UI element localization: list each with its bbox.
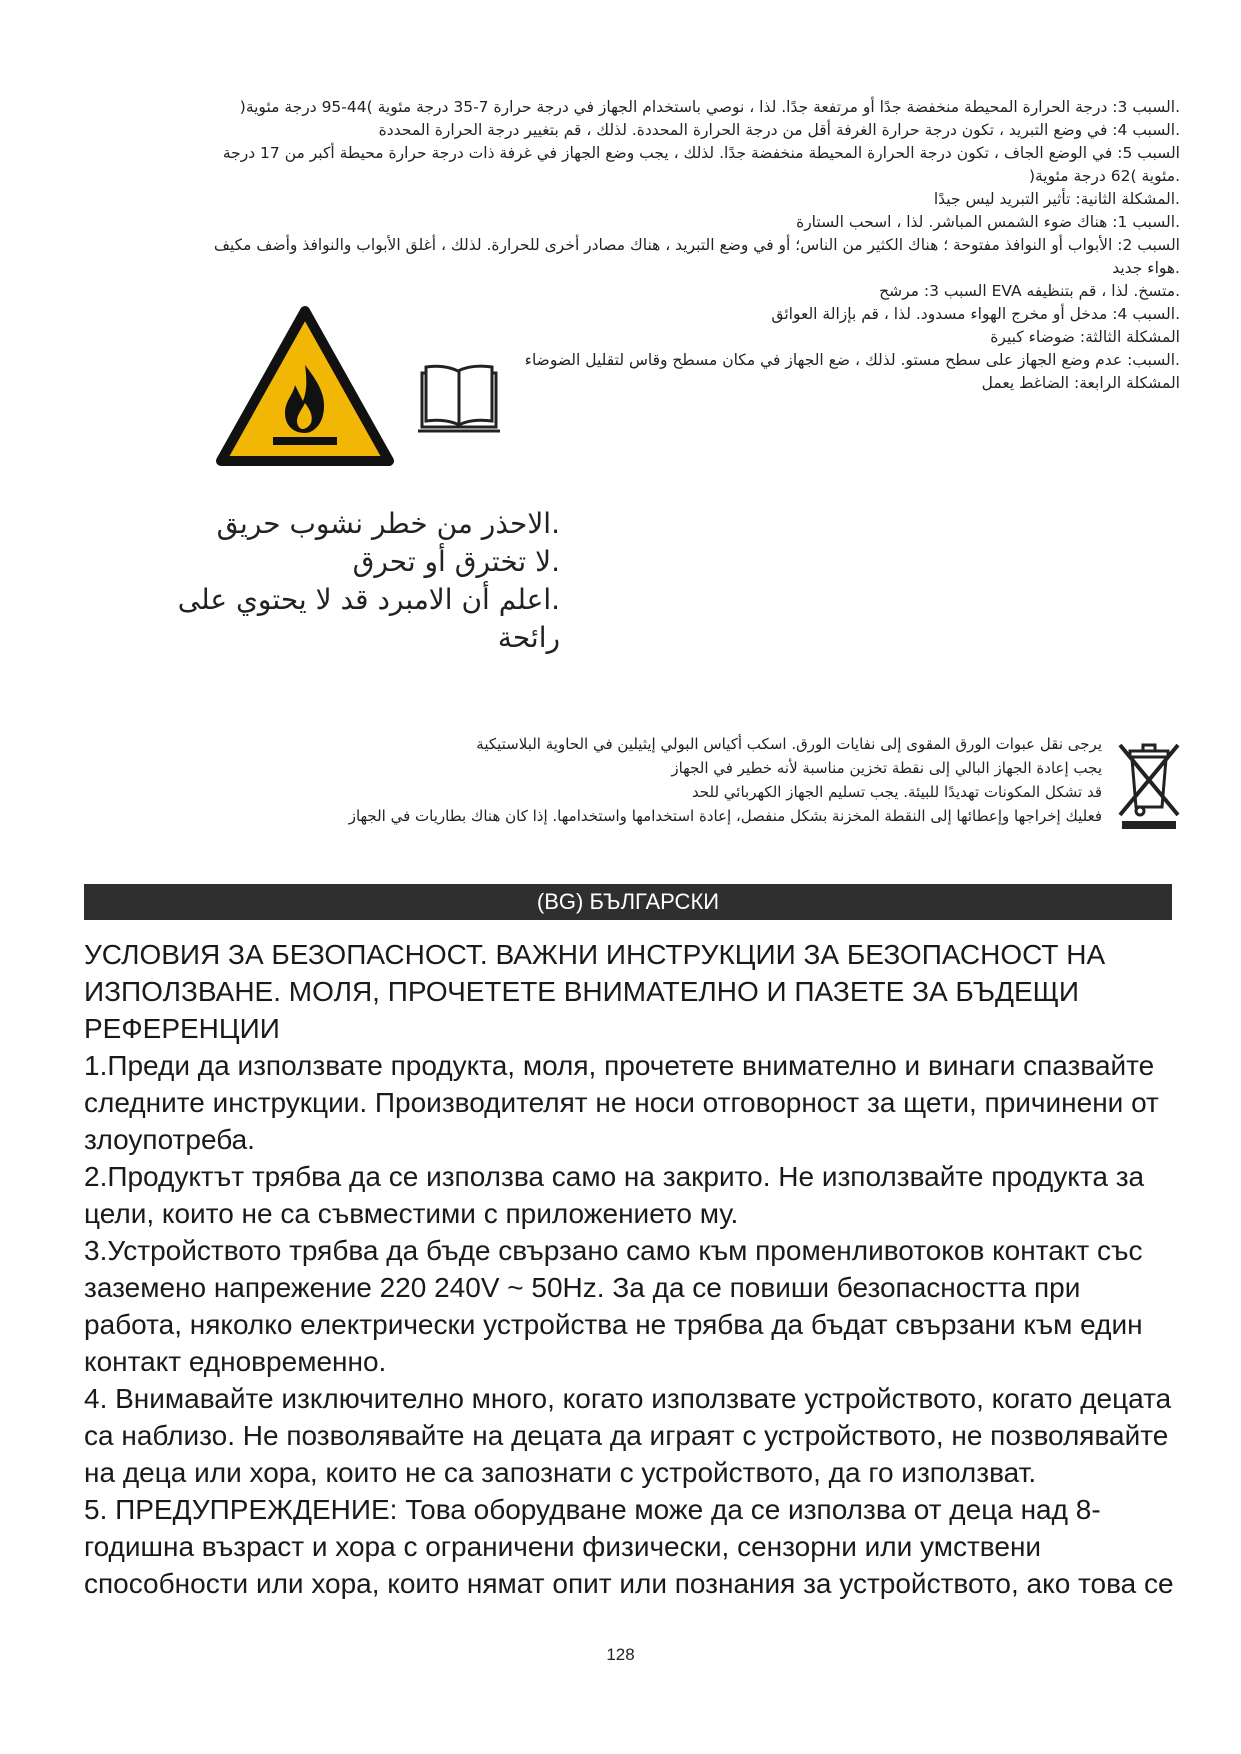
arabic-line: المشكلة الثالثة: ضوضاء كبيرة	[990, 328, 1180, 346]
recycling-line: يرجى نقل عبوات الورق المقوى إلى نفايات الورق. اسكب أكياس البولي إيثيلين في الحاوية البلاستيكية	[476, 735, 1102, 753]
arabic-line: المشكلة الرابعة: الضاغط يعمل	[981, 374, 1180, 392]
recycling-notice	[222, 732, 1182, 828]
arabic-line: .السبب 4: في وضع التبريد ، تكون درجة حرارة الغرفة أقل من درجة الحرارة المحددة. لذلك ، قم بتغيير درجة الحرارة المحددة	[378, 121, 1180, 139]
arabic-line: .السبب: عدم وضع الجهاز على سطح مستو. لذلك ، ضع الجهاز في مكان مسطح وقاس لتقليل الضوضاء	[524, 351, 1180, 369]
section-title: УСЛОВИЯ ЗА БЕЗОПАСНОСТ. ВАЖНИ ИНСТРУКЦИИ ЗА БЕЗОПАСНОСТ НА ИЗПОЛЗВАНЕ. МОЛЯ, ПРОЧЕТЕТЕ ВНИМАТЕЛНО И ПАЗЕТЕ ЗА БЪДЕЩИ РЕФЕРЕНЦИИ	[84, 939, 1106, 1044]
recycling-line: فعليك إخراجها وإعطائها إلى النقطة المخزنة بشكل منفصل، إعادة استخدامها واستخدامها. إذا كان هناك بطاريات في الجهاز	[348, 807, 1102, 825]
fire-warning-line: .لا تخترق أو تحرق	[352, 545, 560, 578]
language-header-bar: (BG) БЪЛГАРСКИ	[84, 884, 1172, 920]
safety-item: 5. ПРЕДУПРЕЖДЕНИЕ: Това оборудване може да се използва от деца над 8-годишна възраст и хора с ограничени физически, сензорни или умствени способности или хора, които нямат опит или познания за устройството, ако това се	[84, 1494, 1174, 1599]
safety-item: 1.Преди да използвате продукта, моля, прочетете внимателно и винаги спазвайте следните инструкции. Производителят не носи отговорност за щети, причинени от злоупотреба.	[84, 1050, 1159, 1155]
bulgarian-safety-section	[84, 936, 1184, 1602]
arabic-line: السبب 2: الأبواب أو النوافذ مفتوحة ؛ هناك الكثير من الناس؛ أو في وضع التبريد ، هناك مصادر أخرى للحرارة. لذلك ، أغلق الأبواب والنوافذ وأضف مكيف	[213, 236, 1180, 254]
fire-warning-text	[120, 505, 560, 657]
page-number: 128	[606, 1645, 635, 1664]
recycling-line: يجب إعادة الجهاز البالي إلى نقطة تخزين مناسبة لأنه خطير في الجهاز	[671, 759, 1102, 777]
arabic-line: .السبب 3: درجة الحرارة المحيطة منخفضة جدًا أو مرتفعة جدًا. لذا ، نوصي باستخدام الجهاز في درجة حرارة 7-35 درجة مئوية )44-95 درجة مئوية(	[239, 98, 1180, 116]
arabic-line: .مئوية )62 درجة مئوية(	[1028, 167, 1180, 185]
arabic-line: .متسخ. لذا ، قم بتنظيفه EVA السبب 3: مرشح	[879, 282, 1180, 300]
safety-item: 4. Внимавайте изключително много, когато използвате устройството, когато децата са наблизо. Не позволявайте на децата да играят с устройството, не позволявайте на деца или хора, които не са запознати с устройството, да го използват.	[84, 1383, 1172, 1488]
manual-book-icon	[418, 363, 500, 435]
arabic-line: .المشكلة الثانية: تأثير التبريد ليس جيدًا	[933, 190, 1180, 208]
weee-crossed-bin-icon	[1116, 737, 1182, 829]
arabic-line: .السبب 1: هناك ضوء الشمس المباشر. لذا ، اسحب الستارة	[796, 213, 1180, 231]
safety-item: 2.Продуктът трябва да се използва само на закрито. Не използвайте продукта за цели, които не са съвместими с приложението му.	[84, 1161, 1145, 1229]
arabic-line: السبب 5: في الوضع الجاف ، تكون درجة الحرارة المحيطة منخفضة جدًا. لذلك ، يجب وضع الجهاز في غرفة ذات درجة حرارة محيطة أكبر من 17 درجة	[222, 144, 1180, 162]
flammable-warning-icon	[215, 305, 395, 467]
recycling-line: قد تشكل المكونات تهديدًا للبيئة. يجب تسليم الجهاز الكهربائي للحد	[691, 783, 1102, 801]
fire-warning-line: .الاحذر من خطر نشوب حريق	[216, 507, 560, 540]
fire-warning-line: .اعلم أن الامبرد قد لا يحتوي على رائحة	[177, 583, 560, 654]
arabic-line: .هواء جديد	[1112, 259, 1180, 277]
arabic-line: .السبب 4: مدخل أو مخرج الهواء مسدود. لذا ، قم بإزالة العوائق	[771, 305, 1180, 323]
safety-item: 3.Устройството трябва да бъде свързано само към променливотоков контакт със заземено напрежение 220 240V ~ 50Hz. За да се повиши безопасността при работа, няколко електрически устройства не трябва да бъдат свързани към един контакт едновременно.	[84, 1235, 1143, 1377]
